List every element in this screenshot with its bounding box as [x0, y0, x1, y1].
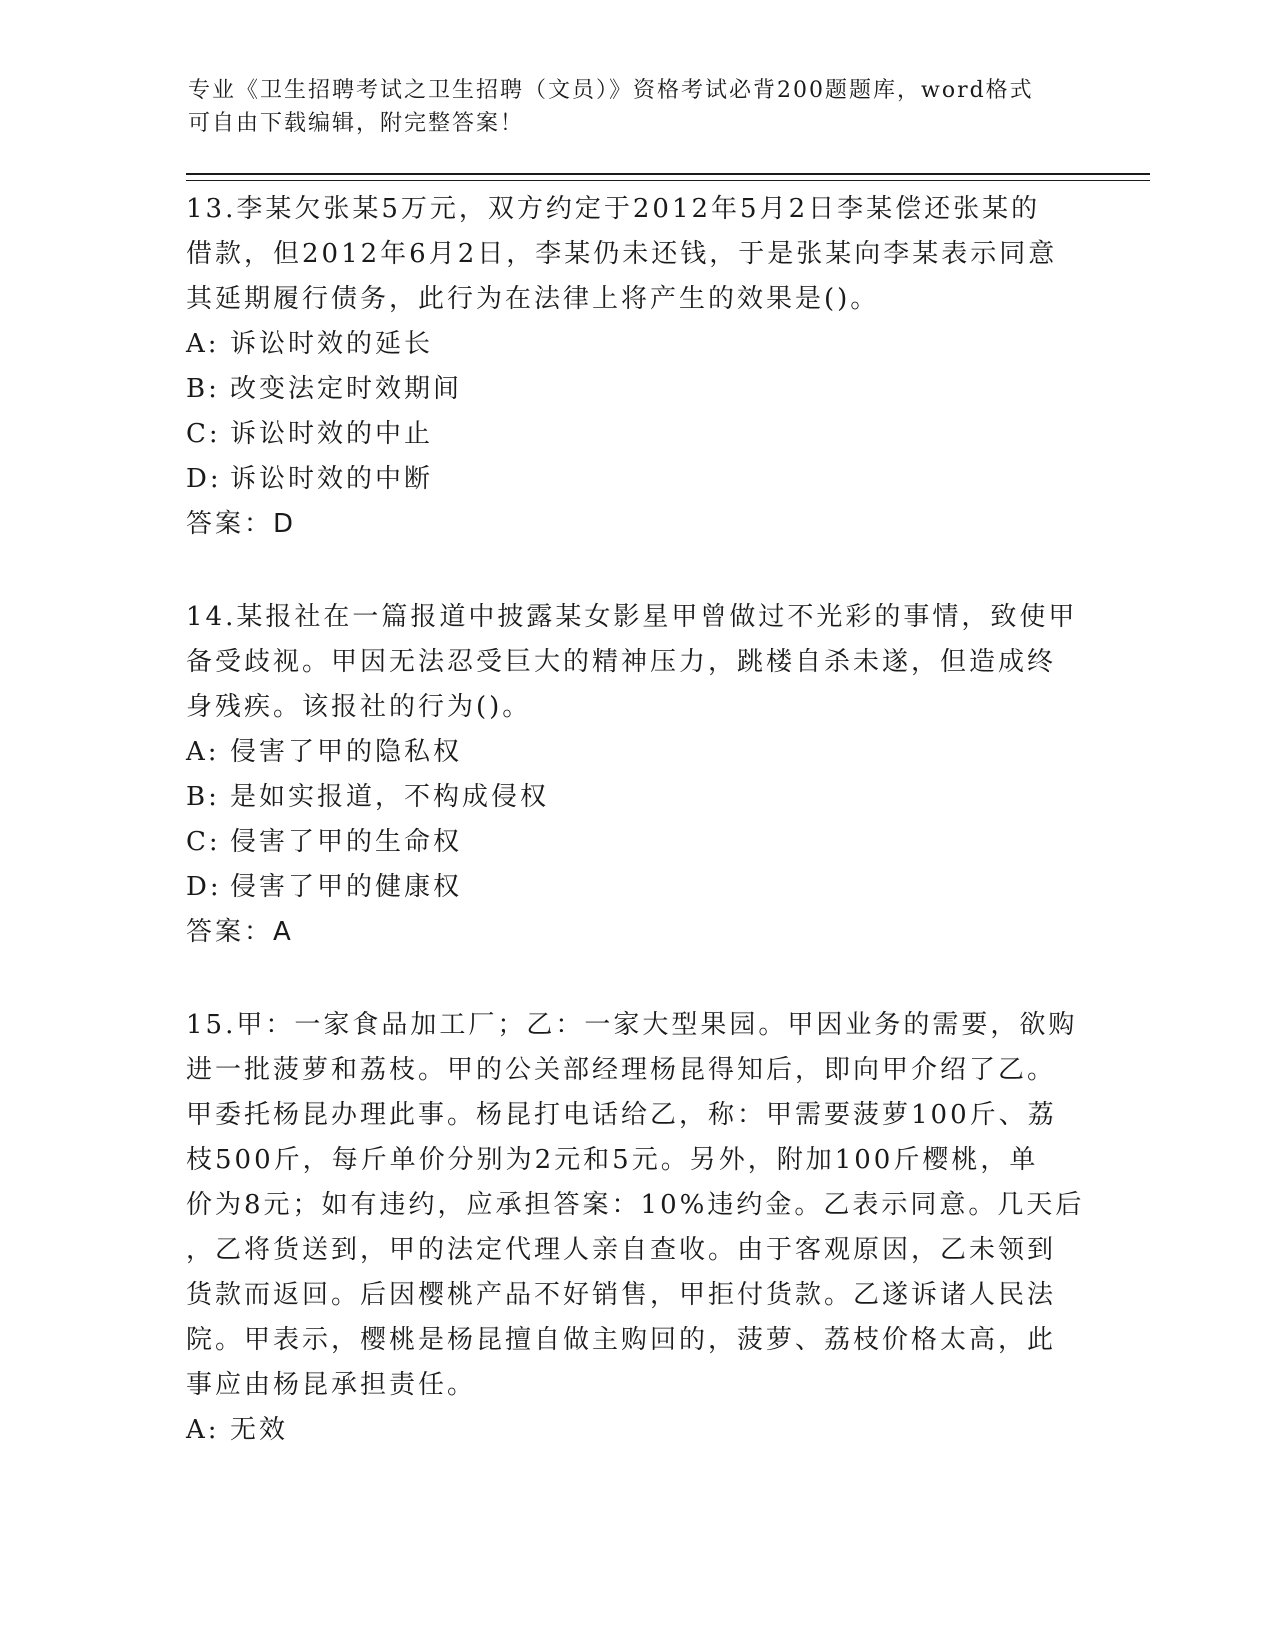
question-text [186, 1003, 1086, 1408]
question-text [186, 187, 1086, 322]
question-line: 身残疾。该报社的行为()。 [186, 692, 532, 722]
question-text [186, 595, 1086, 730]
option-b [186, 775, 1086, 820]
option-letter: C: [186, 827, 221, 857]
option-letter: B: [186, 374, 220, 404]
option-c [186, 412, 1086, 457]
question-line: ，乙将货送到，甲的法定代理人亲自查收。由于客观原因，乙未领到 [186, 1235, 1057, 1265]
answer-line: 答案：A [186, 917, 294, 947]
option-letter: A: [186, 737, 220, 767]
question-line: 13.李某欠张某5万元，双方约定于2012年5月2日李某偿还张某的 [186, 194, 1041, 224]
option-text: 侵害了甲的生命权 [230, 827, 463, 857]
option-b [186, 367, 1086, 412]
question-line: 货款而返回。后因樱桃产品不好销售，甲拒付货款。乙遂诉诸人民法 [186, 1280, 1057, 1310]
question-line: 院。甲表示，樱桃是杨昆擅自做主购回的，菠萝、荔枝价格太高，此 [186, 1325, 1057, 1355]
option-a [186, 730, 1086, 775]
question-15 [186, 1003, 1086, 1453]
option-text: 诉讼时效的中断 [230, 464, 434, 494]
question-14 [186, 595, 1086, 955]
option-d [186, 865, 1086, 910]
question-line: 备受歧视。甲因无法忍受巨大的精神压力，跳楼自杀未遂，但造成终 [186, 647, 1057, 677]
option-letter: A: [186, 329, 220, 359]
question-line: 15.甲：一家食品加工厂；乙：一家大型果园。甲因业务的需要，欲购 [186, 1010, 1078, 1040]
question-line: 借款，但2012年6月2日，李某仍未还钱，于是张某向李某表示同意 [186, 239, 1058, 269]
option-text: 诉讼时效的延长 [230, 329, 434, 359]
option-c [186, 820, 1086, 865]
option-text: 侵害了甲的隐私权 [230, 737, 463, 767]
option-letter: D: [186, 872, 222, 902]
option-letter: D: [186, 464, 222, 494]
option-a [186, 1408, 1086, 1453]
option-text: 侵害了甲的健康权 [230, 872, 463, 902]
header-divider-thick [186, 173, 1150, 175]
option-d [186, 457, 1086, 502]
question-line: 事应由杨昆承担责任。 [186, 1370, 477, 1400]
answer-line: 答案：D [186, 509, 297, 539]
header-line-2: 可自由下载编辑，附完整答案！ [188, 111, 525, 136]
option-text: 无效 [230, 1415, 289, 1445]
option-a [186, 322, 1086, 367]
option-letter: C: [186, 419, 221, 449]
option-text: 诉讼时效的中止 [230, 419, 434, 449]
option-text: 改变法定时效期间 [230, 374, 463, 404]
document-header [188, 74, 1068, 140]
header-divider-thin [186, 180, 1150, 181]
option-letter: A: [186, 1415, 220, 1445]
question-line: 甲委托杨昆办理此事。杨昆打电话给乙，称：甲需要菠萝100斤、荔 [186, 1100, 1057, 1130]
option-text: 是如实报道，不构成侵权 [230, 782, 550, 812]
option-letter: B: [186, 782, 220, 812]
question-line: 价为8元；如有违约，应承担答案：10%违约金。乙表示同意。几天后 [186, 1190, 1085, 1220]
header-line-1: 专业《卫生招聘考试之卫生招聘（文员）》资格考试必背200题题库，word格式 [188, 78, 1034, 103]
question-line: 进一批菠萝和荔枝。甲的公关部经理杨昆得知后，即向甲介绍了乙。 [186, 1055, 1057, 1085]
question-line: 枝500斤，每斤单价分别为2元和5元。另外，附加100斤樱桃，单 [186, 1145, 1039, 1175]
question-13 [186, 187, 1086, 547]
question-list [186, 187, 1086, 1501]
question-line: 14.某报社在一篇报道中披露某女影星甲曾做过不光彩的事情，致使甲 [186, 602, 1078, 632]
question-line: 其延期履行债务，此行为在法律上将产生的效果是()。 [186, 284, 880, 314]
